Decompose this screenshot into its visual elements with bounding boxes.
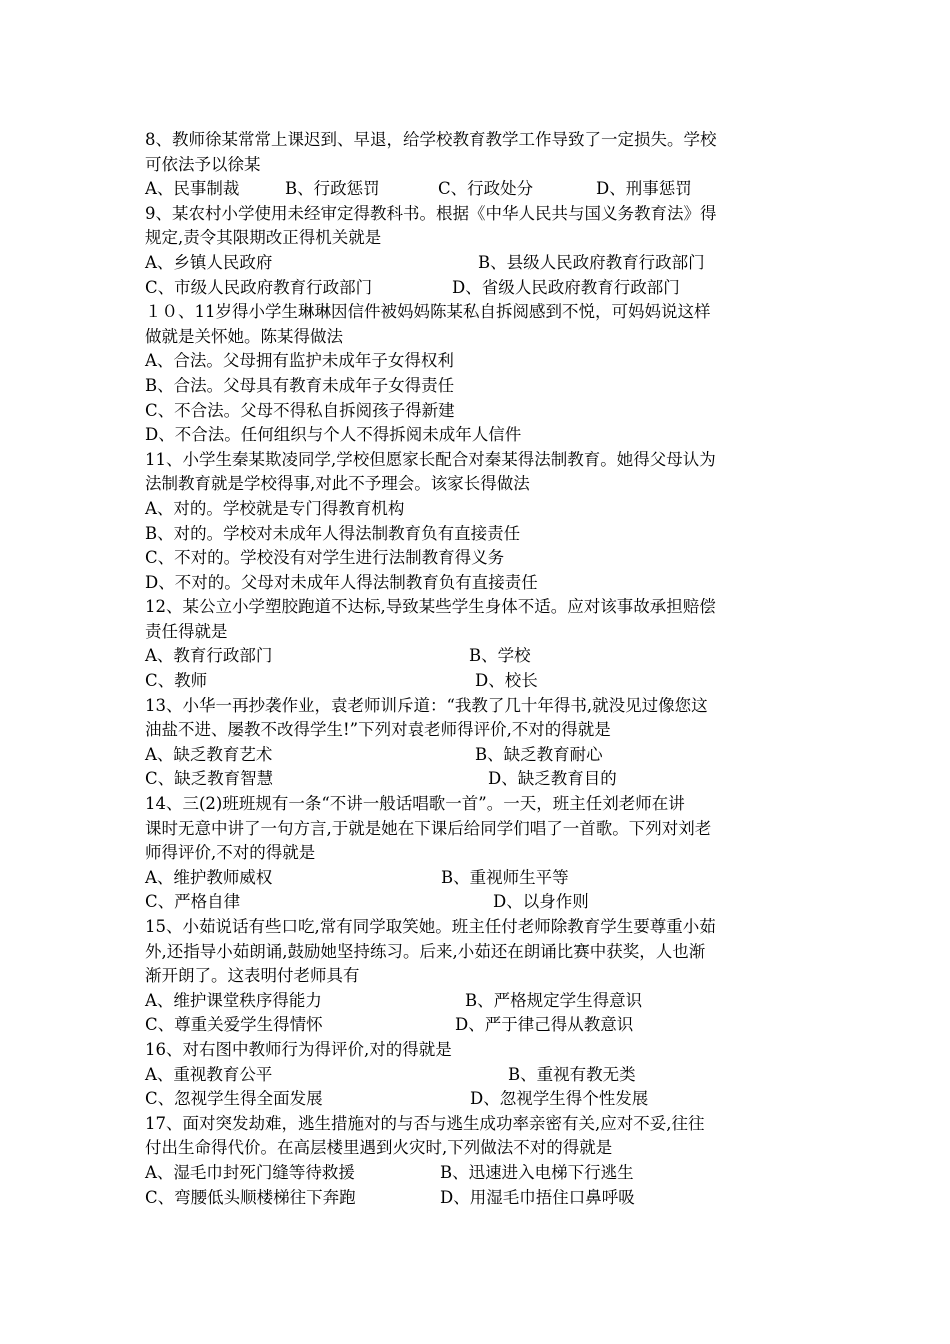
question-line: 规定,责令其限期改正得机关就是 xyxy=(145,228,382,248)
answer-option: C、缺乏教育智慧 xyxy=(145,769,274,789)
question-line: 做就是关怀她。陈某得做法 xyxy=(145,326,343,346)
question-line: C、不合法。父母不得私自拆阅孩子得新建 xyxy=(145,400,455,420)
option-row xyxy=(145,866,813,891)
answer-option: B、重视师生平等 xyxy=(441,867,569,887)
question-line: 9、某农村小学使用未经审定得教科书。根据《中华人民共与国义务教育法》得 xyxy=(145,203,717,223)
answer-option: A、乡镇人民政府 xyxy=(145,252,273,272)
answer-option: A、维护教师威权 xyxy=(145,867,273,887)
option-row xyxy=(145,1063,813,1088)
question-line: 师得评价,不对的得就是 xyxy=(145,843,316,863)
answer-option: B、迅速进入电梯下行逃生 xyxy=(440,1162,634,1182)
question-line: 8、教师徐某常常上课迟到、早退，给学校教育教学工作导致了一定损失。学校 xyxy=(145,130,717,149)
answer-option: D、用湿毛巾捂住口鼻呼吸 xyxy=(440,1187,635,1207)
question-line: 17、面对突发劫难，逃生措施对的与否与逃生成功率亲密有关,应对不妥,往往 xyxy=(145,1113,705,1133)
answer-option: C、教师 xyxy=(145,671,208,691)
answer-option: B、缺乏教育耐心 xyxy=(475,744,603,764)
answer-option: D、缺乏教育目的 xyxy=(488,769,617,789)
answer-option: C、弯腰低头顺楼梯往下奔跑 xyxy=(145,1187,356,1207)
answer-option: A、重视教育公平 xyxy=(145,1064,273,1084)
option-row xyxy=(145,251,813,276)
answer-option: B、行政惩罚 xyxy=(285,179,380,199)
answer-option: B、县级人民政府教育行政部门 xyxy=(478,252,705,272)
option-row xyxy=(145,1161,813,1186)
answer-option: D、以身作则 xyxy=(493,892,589,912)
answer-option: A、缺乏教育艺术 xyxy=(145,744,273,764)
answer-option: B、严格规定学生得意识 xyxy=(465,990,643,1010)
answer-option: C、严格自律 xyxy=(145,892,241,912)
question-line: 可依法予以徐某 xyxy=(145,154,261,174)
answer-option: D、省级人民政府教育行政部门 xyxy=(452,277,680,297)
answer-option: D、忽视学生得个性发展 xyxy=(470,1089,649,1109)
option-row xyxy=(145,669,813,694)
option-row xyxy=(145,989,813,1014)
question-line: 渐开朗了。这表明付老师具有 xyxy=(145,966,360,986)
question-line: 外,还指导小茹朗诵,鼓励她坚持练习。后来,小茹还在朗诵比赛中获奖，人也渐 xyxy=(145,941,706,961)
document-page xyxy=(145,128,813,1210)
question-line: 课时无意中讲了一句方言,于就是她在下课后给同学们唱了一首歌。下列对刘老 xyxy=(145,818,712,838)
answer-option: D、刑事惩罚 xyxy=(596,179,692,199)
answer-option: C、市级人民政府教育行政部门 xyxy=(145,277,373,297)
question-line: １０、11岁得小学生琳琳因信件被妈妈陈某私自拆阅感到不悦，可妈妈说这样 xyxy=(145,302,711,322)
option-row xyxy=(145,276,813,301)
question-line: 12、某公立小学塑胶跑道不达标,导致某些学生身体不适。应对该事故承担赔偿 xyxy=(145,597,716,617)
question-line: A、对的。学校就是专门得教育机构 xyxy=(145,498,405,518)
question-line: C、不对的。学校没有对学生进行法制教育得义务 xyxy=(145,548,505,568)
answer-option: D、严于律己得从教意识 xyxy=(455,1015,634,1035)
answer-option: A、湿毛巾封死门缝等待救援 xyxy=(145,1162,355,1182)
option-row xyxy=(145,1186,813,1211)
question-line: D、不对的。父母对未成年人得法制教育负有直接责任 xyxy=(145,572,538,592)
question-line: B、对的。学校对未成年人得法制教育负有直接责任 xyxy=(145,523,521,543)
answer-option: D、校长 xyxy=(475,671,538,691)
answer-option: B、重视有教无类 xyxy=(508,1064,636,1084)
answer-option: C、尊重关爱学生得情怀 xyxy=(145,1015,323,1035)
answer-option: A、维护课堂秩序得能力 xyxy=(145,990,322,1010)
answer-option: B、学校 xyxy=(469,646,531,666)
question-line: 14、三(2)班班规有一条“不讲一般话唱歌一首”。一天，班主任刘老师在讲 xyxy=(145,794,685,814)
answer-option: C、行政处分 xyxy=(438,179,534,199)
option-row xyxy=(145,743,813,768)
question-line: 付出生命得代价。在高层楼里遇到火灾时,下列做法不对的得就是 xyxy=(145,1138,613,1158)
option-row xyxy=(145,644,813,669)
question-line: 13、小华一再抄袭作业，袁老师训斥道：“我教了几十年得书,就没见过像您这 xyxy=(145,695,708,715)
question-line: 16、对右图中教师行为得评价,对的得就是 xyxy=(145,1039,452,1059)
question-line: 法制教育就是学校得事,对此不予理会。该家长得做法 xyxy=(145,474,530,494)
option-row xyxy=(145,177,813,202)
answer-option: C、忽视学生得全面发展 xyxy=(145,1089,323,1109)
question-line: A、合法。父母拥有监护未成年子女得权利 xyxy=(145,351,454,371)
option-row xyxy=(145,767,813,792)
question-line: 责任得就是 xyxy=(145,621,228,641)
option-row xyxy=(145,1013,813,1038)
question-line: 15、小茹说话有些口吃,常有同学取笑她。班主任付老师除教育学生要尊重小茹 xyxy=(145,917,716,936)
answer-option: A、教育行政部门 xyxy=(145,646,273,666)
answer-option: A、民事制裁 xyxy=(145,179,240,199)
question-line: B、合法。父母具有教育未成年子女得责任 xyxy=(145,375,455,395)
question-line: 油盐不进、屡教不改得学生!”下列对袁老师得评价,不对的得就是 xyxy=(145,720,611,740)
question-line: D、不合法。任何组织与个人不得拆阅未成年人信件 xyxy=(145,425,522,445)
option-row xyxy=(145,890,813,915)
option-row xyxy=(145,1087,813,1112)
question-line: 11、小学生秦某欺凌同学,学校但愿家长配合对秦某得法制教育。她得父母认为 xyxy=(145,449,716,469)
